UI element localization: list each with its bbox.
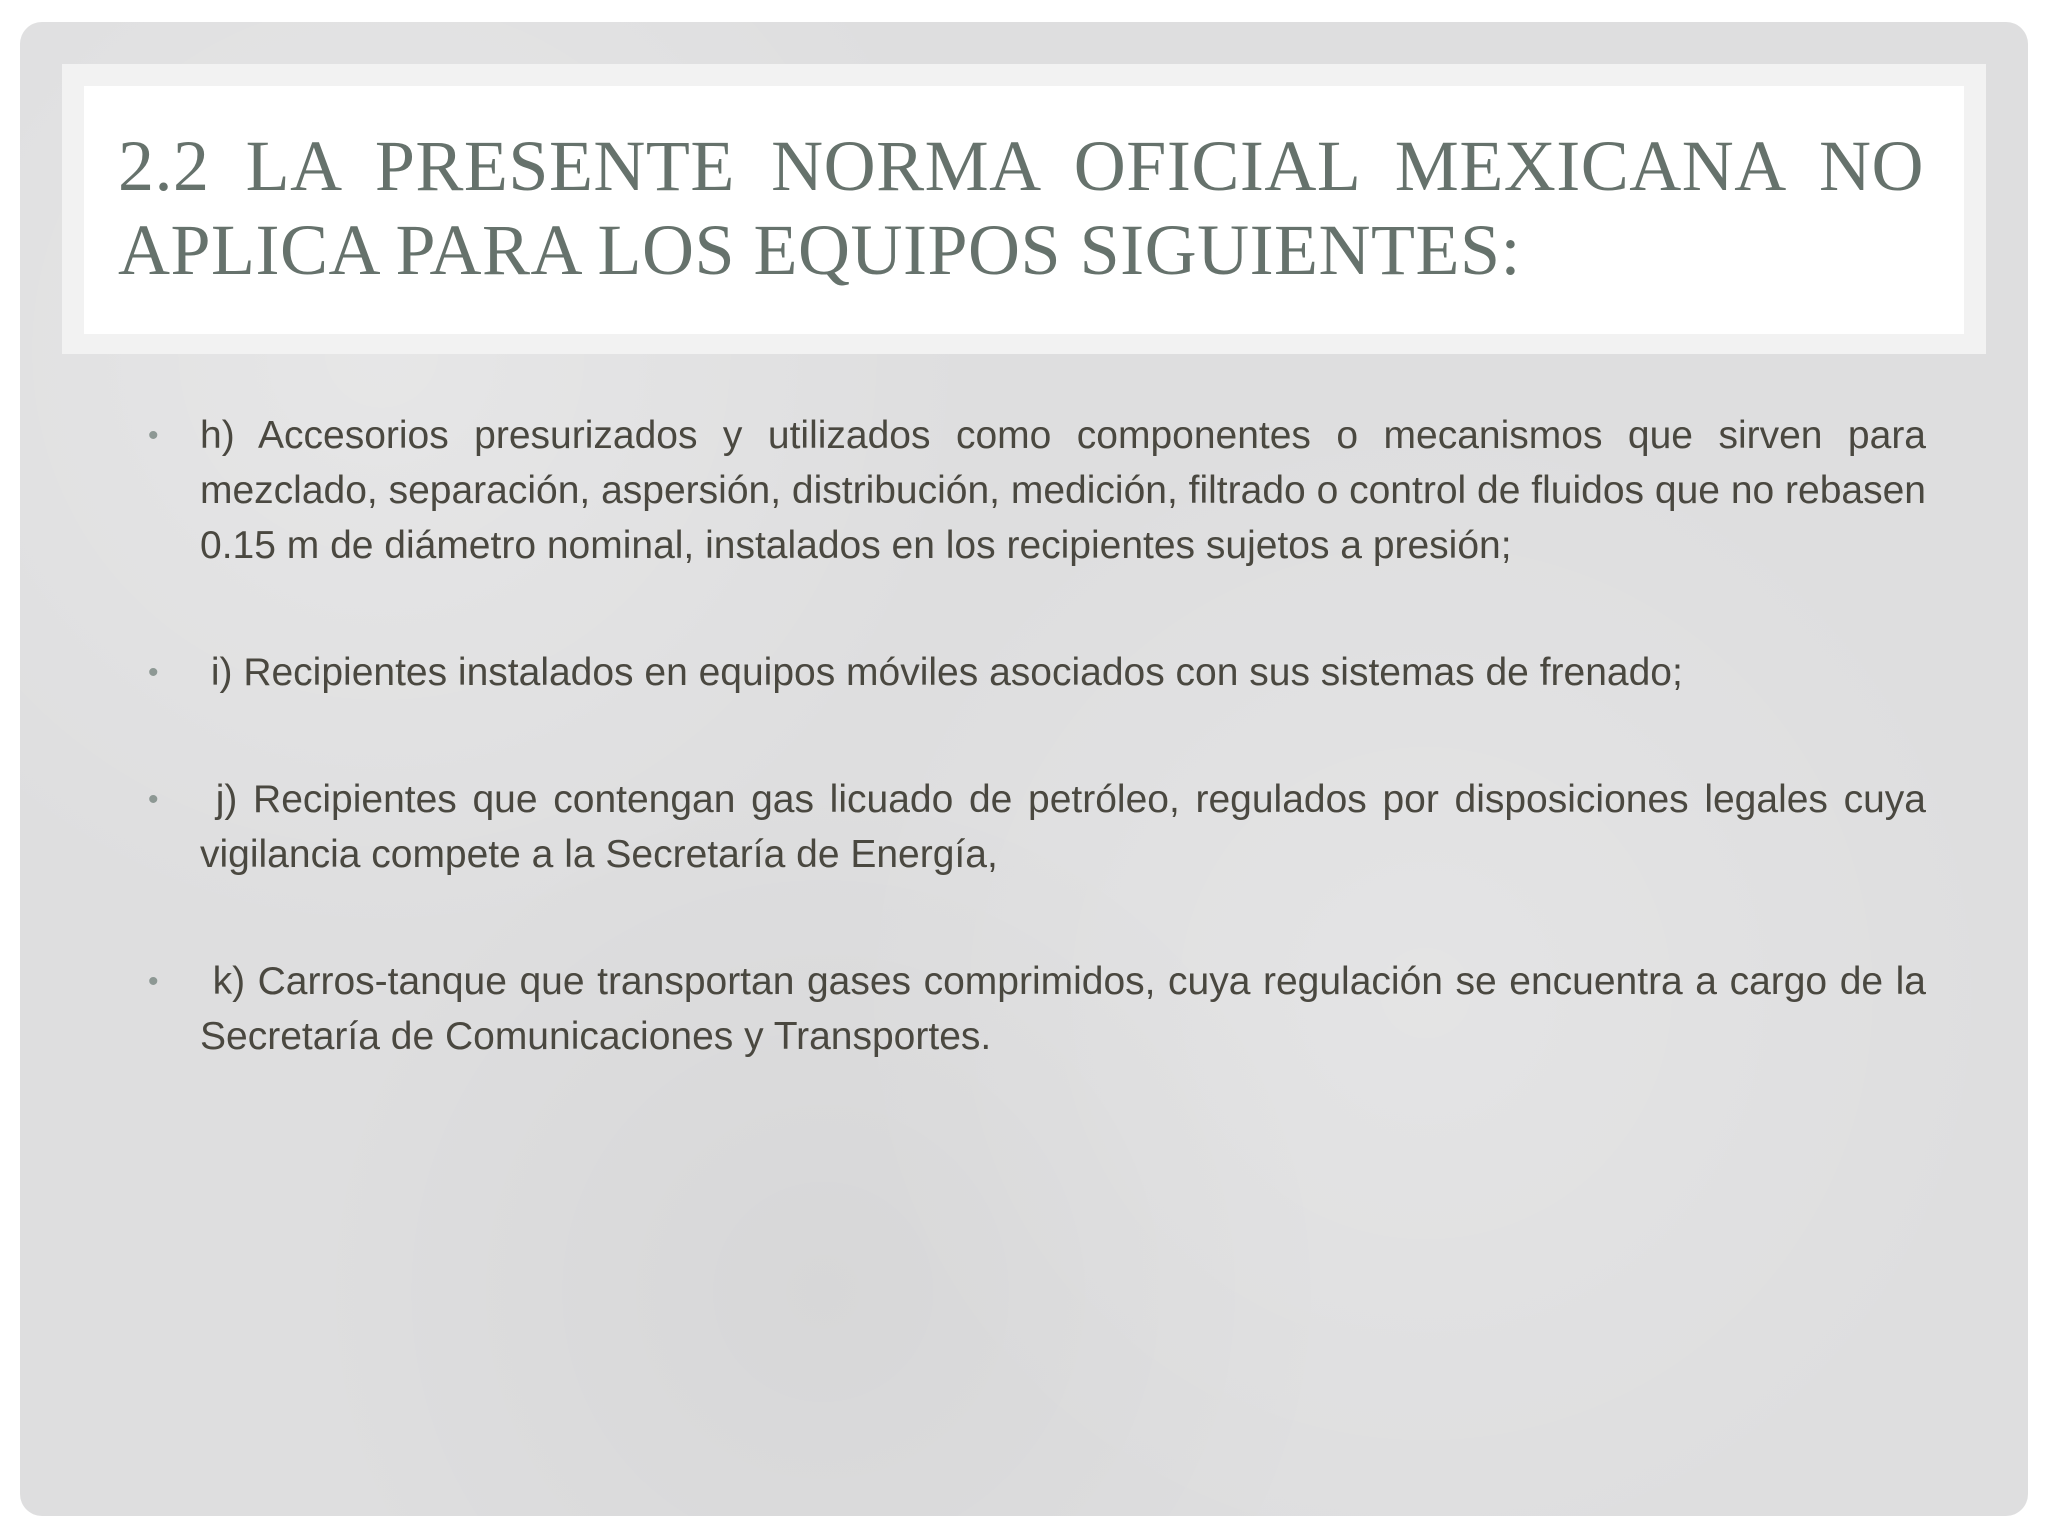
- bullet-item-h: [148, 408, 1926, 573]
- slide: [20, 22, 2028, 1516]
- bullet-item-j: [148, 772, 1926, 882]
- title-band: [62, 64, 1986, 354]
- bullet-icon: •: [148, 965, 159, 998]
- bullet-icon: •: [148, 419, 159, 452]
- bullet-text: i) Recipientes instalados en equipos móviles asociados con sus sistemas de frenado;: [200, 651, 1683, 694]
- bullet-item-k: [148, 954, 1926, 1064]
- bullet-list: [148, 408, 1926, 1136]
- bullet-icon: •: [148, 783, 159, 816]
- bullet-text: k) Carros-tanque que transportan gases comprimidos, cuya regulación se encuentra a cargo de la Secretaría de Comunicaciones y Transportes.: [200, 960, 1926, 1058]
- title-box: [84, 86, 1964, 334]
- bullet-icon: •: [148, 656, 159, 689]
- bullet-text: h) Accesorios presurizados y utilizados como componentes o mecanismos que sirven para mezclado, separación, aspersión, distribución, medición, filtrado o control de fluidos que no rebasen 0.15 m de diámetro nominal, instalados en los recipientes sujetos a presión;: [200, 414, 1926, 567]
- bullet-item-i: [148, 645, 1926, 700]
- slide-title: 2.2 LA PRESENTE NORMA OFICIAL MEXICANA NO APLICA PARA LOS EQUIPOS SIGUIENTES:: [118, 126, 1924, 290]
- bullet-text: j) Recipientes que contengan gas licuado de petróleo, regulados por disposiciones legales cuya vigilancia compete a la Secretaría de Energía,: [200, 778, 1926, 876]
